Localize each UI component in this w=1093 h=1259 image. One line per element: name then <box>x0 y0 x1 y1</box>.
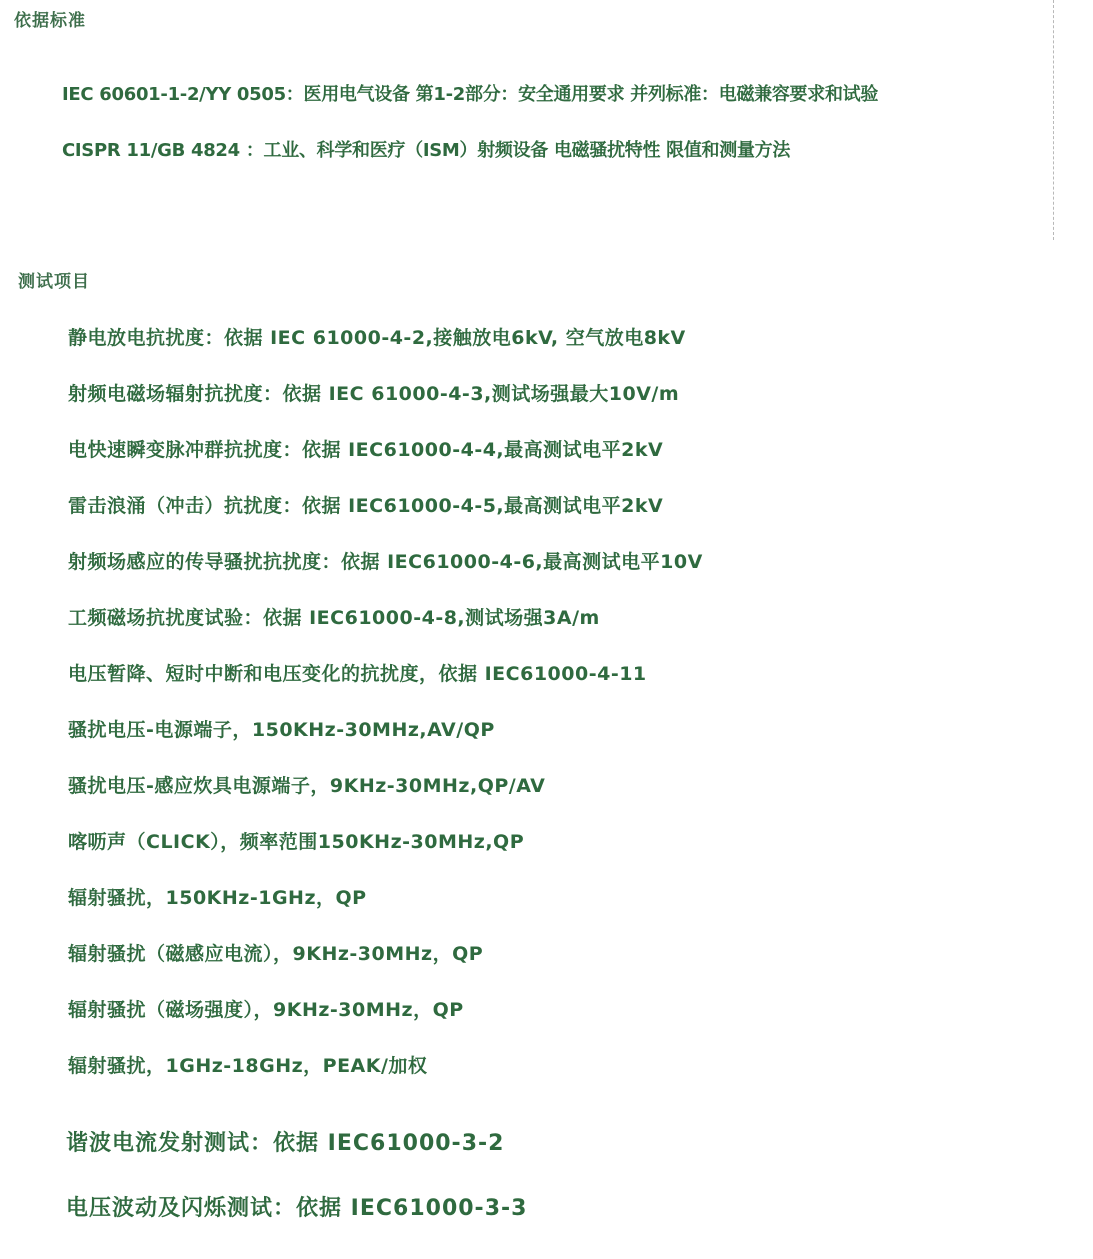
test-item-surge: 雷击浪涌（冲击）抗扰度：依据 IEC61000-4-5,最高测试电平2kV <box>68 495 664 517</box>
test-item-radiated-magnetic-field: 辐射骚扰（磁场强度），9KHz-30MHz，QP <box>68 999 464 1021</box>
tests-heading: 测试项目 <box>18 272 90 292</box>
test-item-radiated-immunity: 射频电磁场辐射抗扰度：依据 IEC 61000-4-3,测试场强最大10V/m <box>68 383 680 405</box>
test-item-flicker: 电压波动及闪烁测试：依据 IEC61000-3-3 <box>66 1196 528 1221</box>
test-item-disturbance-voltage-induction-cooker: 骚扰电压-感应炊具电源端子，9KHz-30MHz,QP/AV <box>68 775 546 797</box>
test-item-power-frequency-magnetic: 工频磁场抗扰度试验：依据 IEC61000-4-8,测试场强3A/m <box>68 607 600 629</box>
test-item-eft: 电快速瞬变脉冲群抗扰度：依据 IEC61000-4-4,最高测试电平2kV <box>68 439 664 461</box>
test-item-radiated-magnetic-current: 辐射骚扰（磁感应电流），9KHz-30MHz，QP <box>68 943 484 965</box>
test-item-esd: 静电放电抗扰度：依据 IEC 61000-4-2,接触放电6kV, 空气放电8kV <box>68 327 686 349</box>
dashed-divider <box>1053 0 1054 240</box>
test-item-voltage-dips: 电压暂降、短时中断和电压变化的抗扰度，依据 IEC61000-4-11 <box>68 663 647 685</box>
test-item-radiated-emission-1ghz: 辐射骚扰，150KHz-1GHz，QP <box>68 887 367 909</box>
basis-heading: 依据标准 <box>14 11 86 31</box>
test-item-disturbance-voltage-mains: 骚扰电压-电源端子，150KHz-30MHz,AV/QP <box>68 719 495 741</box>
test-item-harmonics: 谐波电流发射测试：依据 IEC61000-3-2 <box>66 1131 505 1156</box>
test-item-click: 喀呖声（CLICK），频率范围150KHz-30MHz,QP <box>68 831 525 853</box>
test-item-radiated-emission-18ghz: 辐射骚扰，1GHz-18GHz，PEAK/加权 <box>68 1055 428 1077</box>
basis-item-cispr11: CISPR 11/GB 4824 ：工业、科学和医疗（ISM）射频设备 电磁骚扰特性 限值和测量方法 <box>62 140 791 161</box>
basis-item-iec60601: IEC 60601-1-2/YY 0505：医用电气设备 第1-2部分：安全通用要求 并列标准：电磁兼容要求和试验 <box>62 84 879 105</box>
test-item-conducted-immunity: 射频场感应的传导骚扰抗扰度：依据 IEC61000-4-6,最高测试电平10V <box>68 551 703 573</box>
